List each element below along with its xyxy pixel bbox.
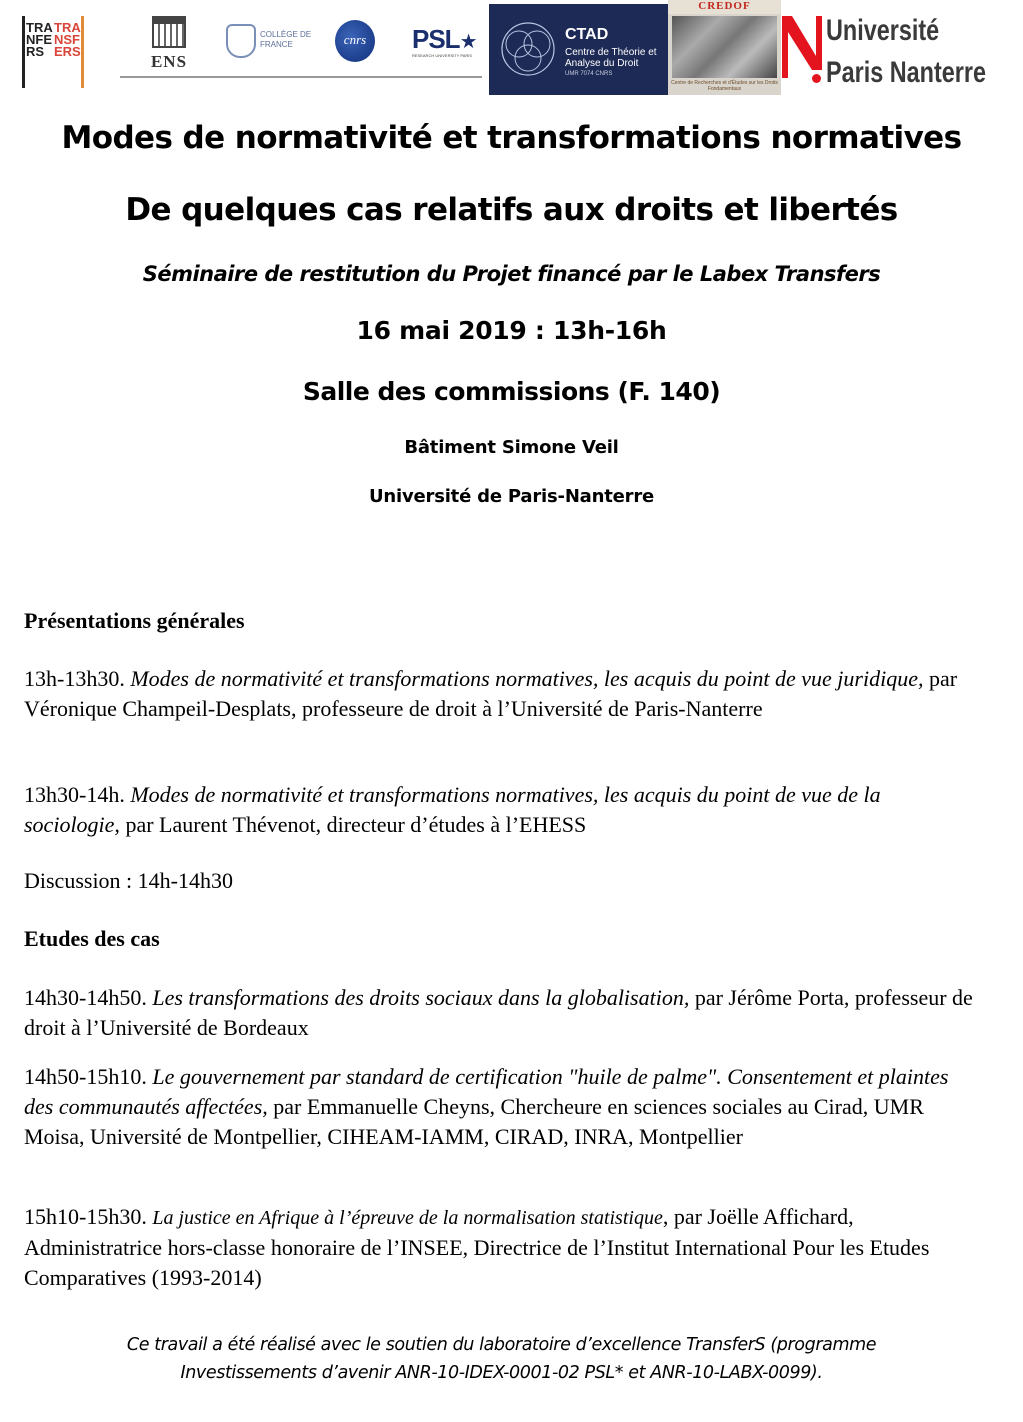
program-item-speaker: par Emmanuelle Cheyns, Chercheure en sciences sociales au Cirad, UMR Moisa, Université de Montpellier, CIHEAM-IAMM, CIRAD, INRA, Montpellier <box>24 1094 924 1149</box>
ens-logo <box>145 16 193 74</box>
credof-logo <box>668 0 781 95</box>
section-heading-case-studies: Etudes des cas <box>24 926 160 951</box>
program-item <box>24 983 974 1043</box>
ctad-logo-subtitle: Centre de Théorie et Analyse du Droit <box>565 47 657 69</box>
main-title: Modes de normativité et transformations normatives <box>61 120 962 156</box>
funding-footer-line1: Ce travail a été réalisé avec le soutien du laboratoire d’excellence TransferS (programme <box>126 1335 877 1355</box>
program-item-time: 13h-13h30. <box>24 666 125 691</box>
credof-hands-image <box>672 16 777 78</box>
program-item-time: 14h30-14h50. <box>24 985 147 1010</box>
college-de-france-text: COLLÈGE DE FRANCE <box>260 30 312 49</box>
transfers-logo-text: TRA NFE RS <box>26 20 53 59</box>
college-de-france-logo <box>226 24 318 60</box>
transfers-logo-text-mirror: TRA NSF ERS <box>54 20 81 59</box>
program-item-speaker: par Jérôme Porta, professeur de droit à l’Université de Bordeaux <box>24 985 973 1040</box>
program-item <box>24 664 974 724</box>
psl-logo <box>412 24 478 64</box>
section-heading-presentations: Présentations générales <box>24 608 245 633</box>
ens-building-icon <box>152 16 186 48</box>
seminar-subtitle: Séminaire de restitution du Projet financé par le Labex Transfers <box>142 262 881 286</box>
program-item-title: Modes de normativité et transformations normatives, les acquis du point de vue juridique, <box>130 666 924 691</box>
paris-nanterre-mark-icon <box>782 16 822 78</box>
star-icon: ★ <box>459 31 478 53</box>
logo-divider <box>120 76 482 78</box>
program-item-title: La justice en Afrique à l’épreuve de la normalisation statistique <box>152 1207 663 1229</box>
cnrs-logo-text: cnrs <box>343 32 367 47</box>
program-item-title: Les transformations des droits sociaux dans la globalisation, <box>152 985 690 1010</box>
paris-nanterre-dot <box>812 74 821 83</box>
program-item-time: 15h10-15h30. <box>24 1204 147 1229</box>
event-university: Université de Paris-Nanterre <box>368 486 655 507</box>
funding-footer <box>0 1331 1003 1387</box>
sub-title: De quelques cas relatifs aux droits et libertés <box>125 192 898 228</box>
paris-nanterre-line2: Paris Nanterre <box>826 56 986 89</box>
credof-logo-title: CREDOF <box>668 0 781 14</box>
credof-logo-subtitle: Centre de Recherches et d'Études sur les Droits Fondamentaux <box>671 80 778 92</box>
event-building: Bâtiment Simone Veil <box>404 437 619 458</box>
ctad-rings-icon <box>499 20 557 78</box>
event-room: Salle des commissions (F. 140) <box>302 377 721 406</box>
program-item-speaker: par Laurent Thévenot, directeur d’études à l’EHESS <box>125 812 587 837</box>
funding-footer-line2: Investissements d’avenir ANR-10-IDEX-0001-02 PSL* et ANR-10-LABX-0099). <box>180 1363 823 1383</box>
cnrs-logo <box>335 20 375 62</box>
program-item-speaker: , par Joëlle Affichard, Administratrice hors-classe honoraire de l’INSEE, Directrice de l’Institut International Pour les Etudes Comparatives (1993-2014) <box>24 1204 930 1290</box>
program-item-title: Modes de normativité et transformations normatives, les acquis du point de vue de la sociologie, <box>24 782 881 837</box>
paris-nanterre-line1: Université <box>826 14 940 47</box>
program-item-speaker: par Véronique Champeil-Desplats, professeure de droit à l’Université de Paris-Nanterre <box>24 666 958 721</box>
ctad-logo-title: CTAD <box>565 26 609 43</box>
ctad-logo-umr: UMR 7074 CNRS <box>565 71 613 77</box>
ens-logo-text: ENS <box>150 52 188 71</box>
program-item-title: Le gouvernement par standard de certification "huile de palme". Consentement et plaintes des communautés affectées, <box>24 1064 949 1119</box>
logo-bar <box>0 0 1023 100</box>
transfers-logo <box>22 16 84 88</box>
ctad-logo <box>489 4 668 95</box>
event-date: 16 mai 2019 : 13h-16h <box>356 316 667 345</box>
college-de-france-seal-icon <box>226 24 256 58</box>
psl-logo-text: PSL <box>412 24 460 54</box>
program-item <box>24 1202 974 1293</box>
program-item <box>24 1062 974 1152</box>
paris-nanterre-logo <box>782 14 986 96</box>
program-item-time: 13h30-14h. <box>24 782 125 807</box>
program-item-time: 14h50-15h10. <box>24 1064 147 1089</box>
psl-logo-subtext: RESEARCH UNIVERSITY PARIS <box>412 53 473 58</box>
discussion-item: Discussion : 14h-14h30 <box>24 868 233 893</box>
program-item <box>24 780 974 840</box>
